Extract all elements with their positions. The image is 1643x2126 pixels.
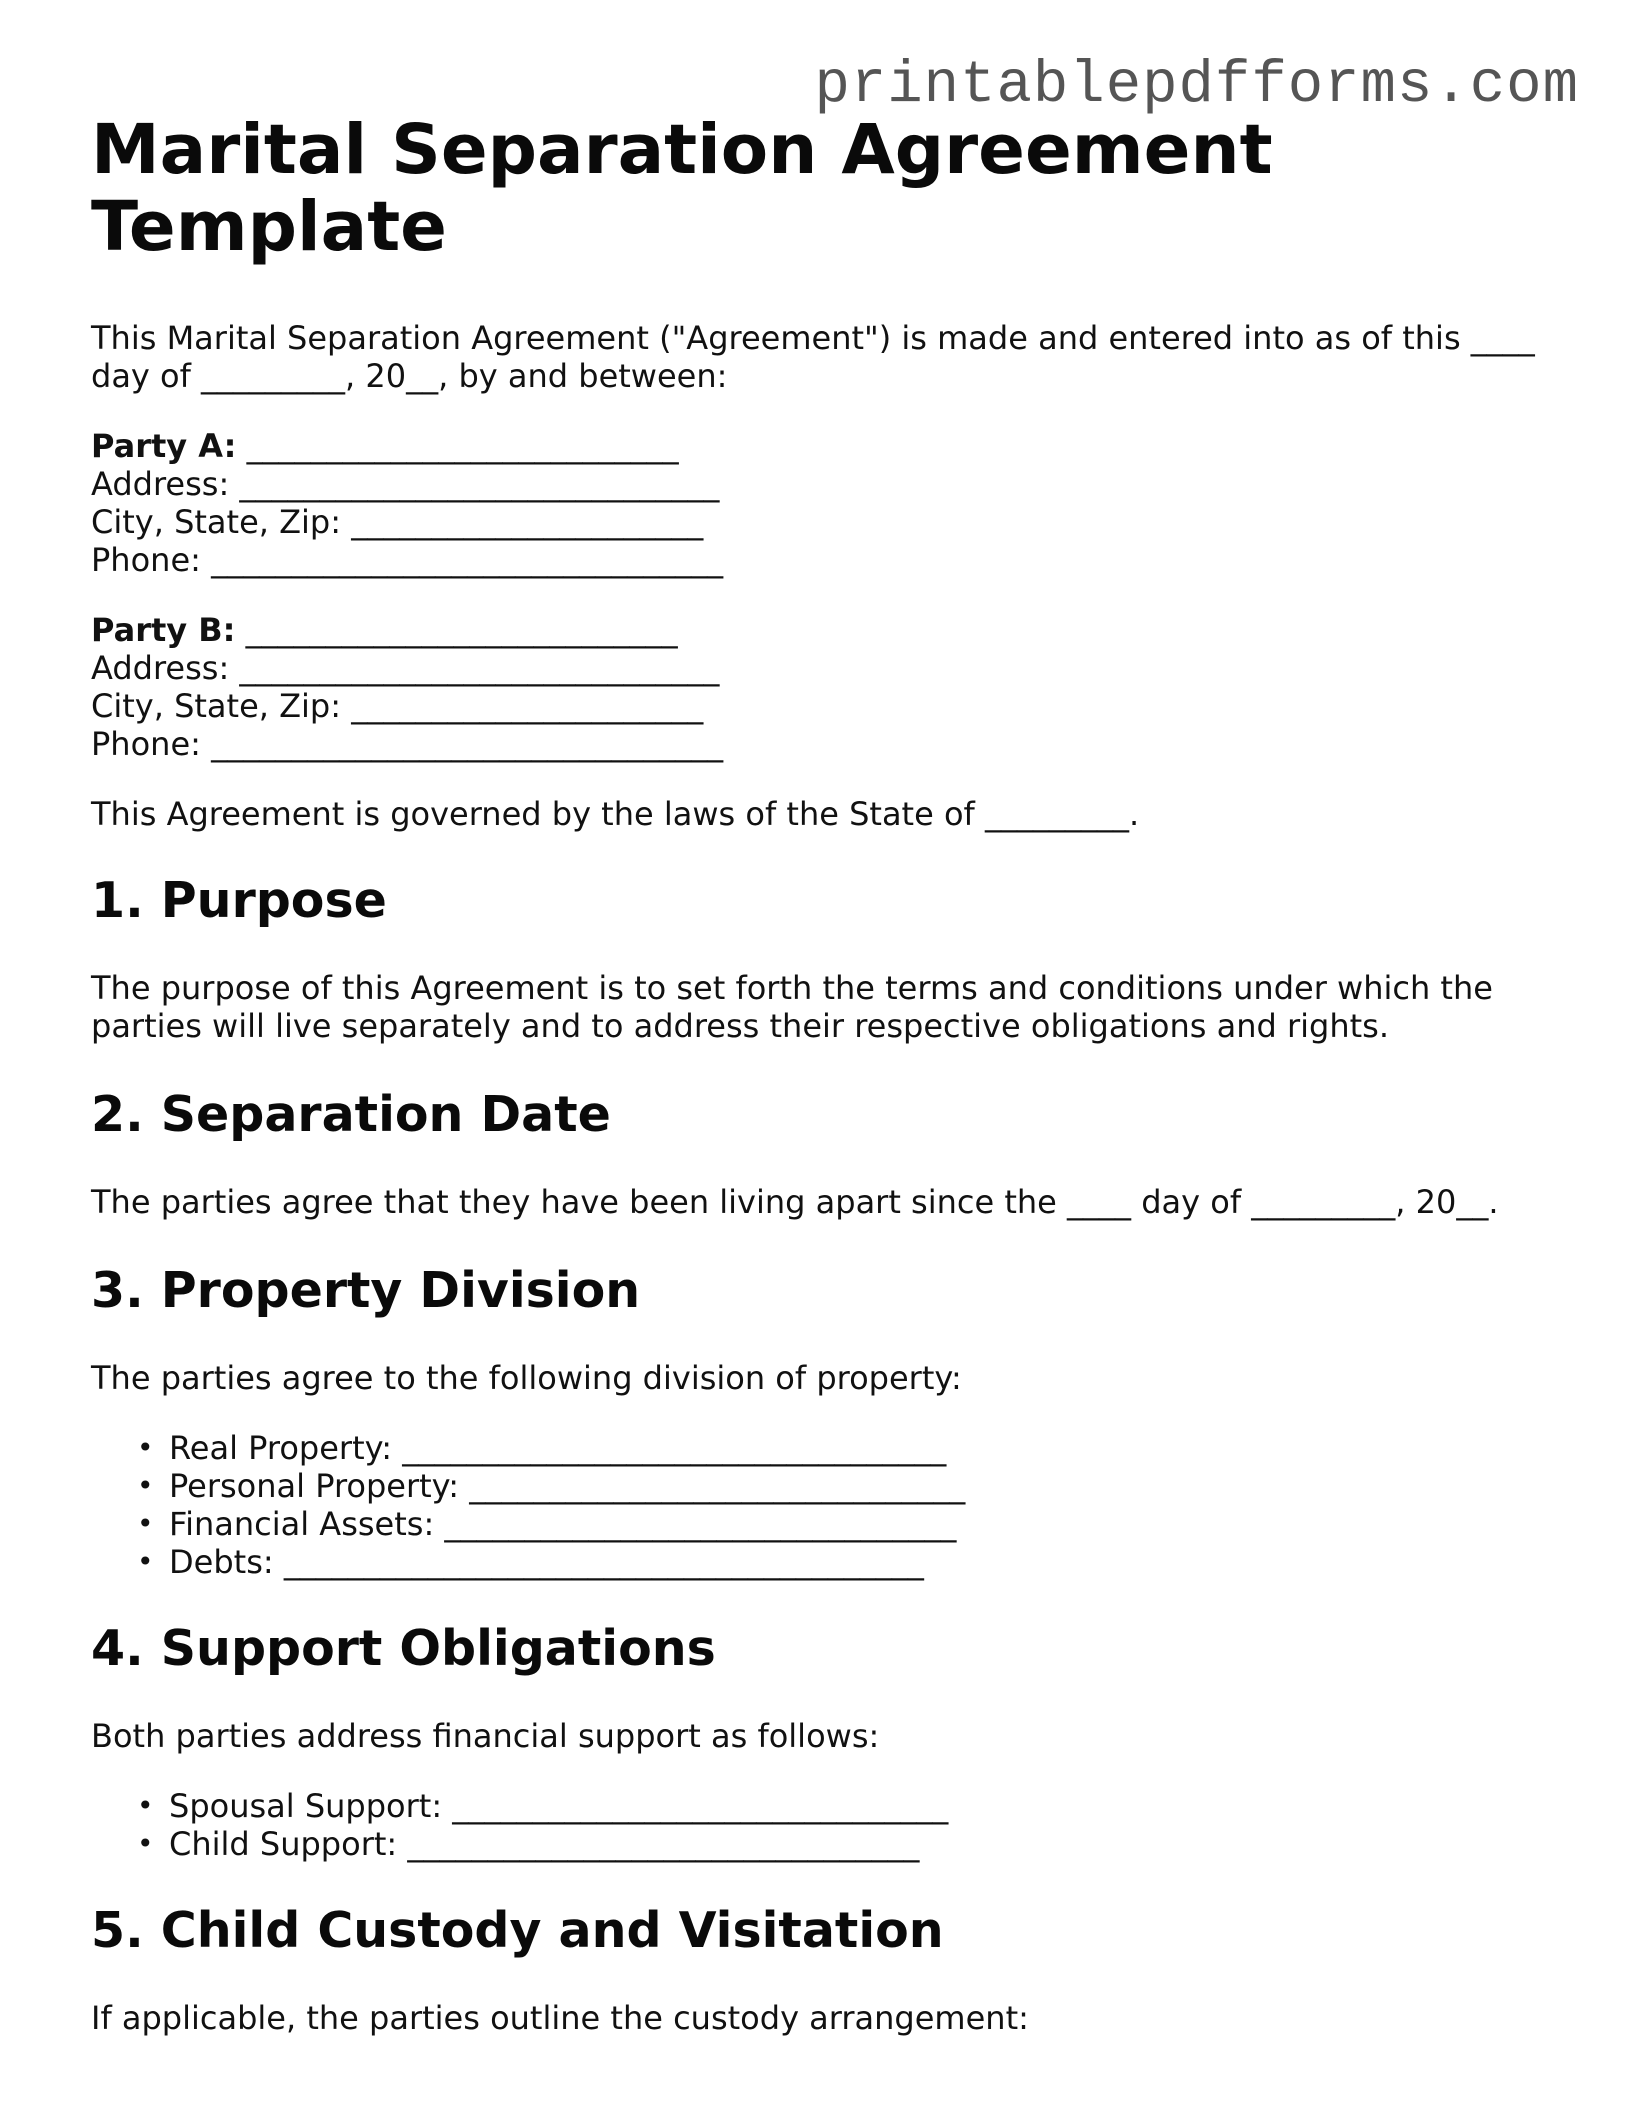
section-heading-custody: 5. Child Custody and Visitation bbox=[91, 1902, 944, 1959]
section-text-purpose: The purpose of this Agreement is to set forth the terms and conditions under which the parties will live separately and to address their respective obligations and rights. bbox=[91, 969, 1493, 1045]
property-item-text: Personal Property: _______________________________ bbox=[169, 1467, 966, 1505]
list-item bbox=[137, 1467, 1561, 1505]
support-item-text: Spousal Support: _______________________________ bbox=[169, 1787, 949, 1825]
party-a-phone: Phone: ________________________________ bbox=[91, 541, 724, 579]
list-item bbox=[137, 1787, 1561, 1825]
watermark: printablepdfforms.com bbox=[814, 52, 1579, 119]
list-item bbox=[137, 1825, 1561, 1863]
section-text-support: Both parties address financial support as follows: bbox=[91, 1717, 880, 1755]
section-heading-support: 4. Support Obligations bbox=[91, 1620, 716, 1677]
property-item-text: Financial Assets: ________________________________ bbox=[169, 1505, 957, 1543]
party-a-city-state-zip: City, State, Zip: ______________________ bbox=[91, 503, 704, 541]
property-item-text: Debts: ________________________________________ bbox=[169, 1543, 924, 1581]
bullet-icon: • bbox=[137, 1545, 154, 1578]
section-heading-purpose: 1. Purpose bbox=[91, 872, 387, 929]
party-a-block bbox=[91, 427, 1561, 579]
party-b-name-blank: ___________________________ bbox=[235, 611, 678, 649]
bullet-icon: • bbox=[137, 1827, 154, 1860]
bullet-icon: • bbox=[137, 1431, 154, 1464]
document-page bbox=[91, 112, 1561, 2037]
party-b-block bbox=[91, 611, 1561, 763]
intro-paragraph: This Marital Separation Agreement ("Agreement") is made and entered into as of this ____ day of _________, 20__, by and between: bbox=[91, 319, 1535, 395]
party-a-name-blank: ___________________________ bbox=[236, 427, 679, 465]
list-item bbox=[137, 1543, 1561, 1581]
party-a-address: Address: ______________________________ bbox=[91, 465, 720, 503]
bullet-icon: • bbox=[137, 1507, 154, 1540]
bullet-icon: • bbox=[137, 1469, 154, 1502]
document-title: Marital Separation Agreement Template bbox=[91, 110, 1273, 267]
bullet-icon: • bbox=[137, 1789, 154, 1822]
party-b-label: Party B: bbox=[91, 611, 236, 649]
section-heading-separation-date: 2. Separation Date bbox=[91, 1086, 611, 1143]
party-b-phone: Phone: ________________________________ bbox=[91, 725, 724, 763]
section-text-property-division: The parties agree to the following division of property: bbox=[91, 1359, 962, 1397]
party-b-address: Address: ______________________________ bbox=[91, 649, 720, 687]
party-b-city-state-zip: City, State, Zip: ______________________ bbox=[91, 687, 704, 725]
property-item-text: Real Property: __________________________________ bbox=[169, 1429, 947, 1467]
party-a-name-line bbox=[91, 427, 1561, 465]
list-item bbox=[137, 1429, 1561, 1467]
section-text-custody: If applicable, the parties outline the custody arrangement: bbox=[91, 1999, 1029, 2037]
list-item bbox=[137, 1505, 1561, 1543]
support-list bbox=[91, 1787, 1561, 1863]
section-text-separation-date: The parties agree that they have been living apart since the ____ day of _________, 20__. bbox=[91, 1183, 1499, 1221]
party-a-label: Party A: bbox=[91, 427, 237, 465]
property-list bbox=[91, 1429, 1561, 1581]
support-item-text: Child Support: ________________________________ bbox=[169, 1825, 920, 1863]
governing-law: This Agreement is governed by the laws of the State of _________. bbox=[91, 795, 1140, 833]
party-b-name-line bbox=[91, 611, 1561, 649]
section-heading-property-division: 3. Property Division bbox=[91, 1262, 641, 1319]
